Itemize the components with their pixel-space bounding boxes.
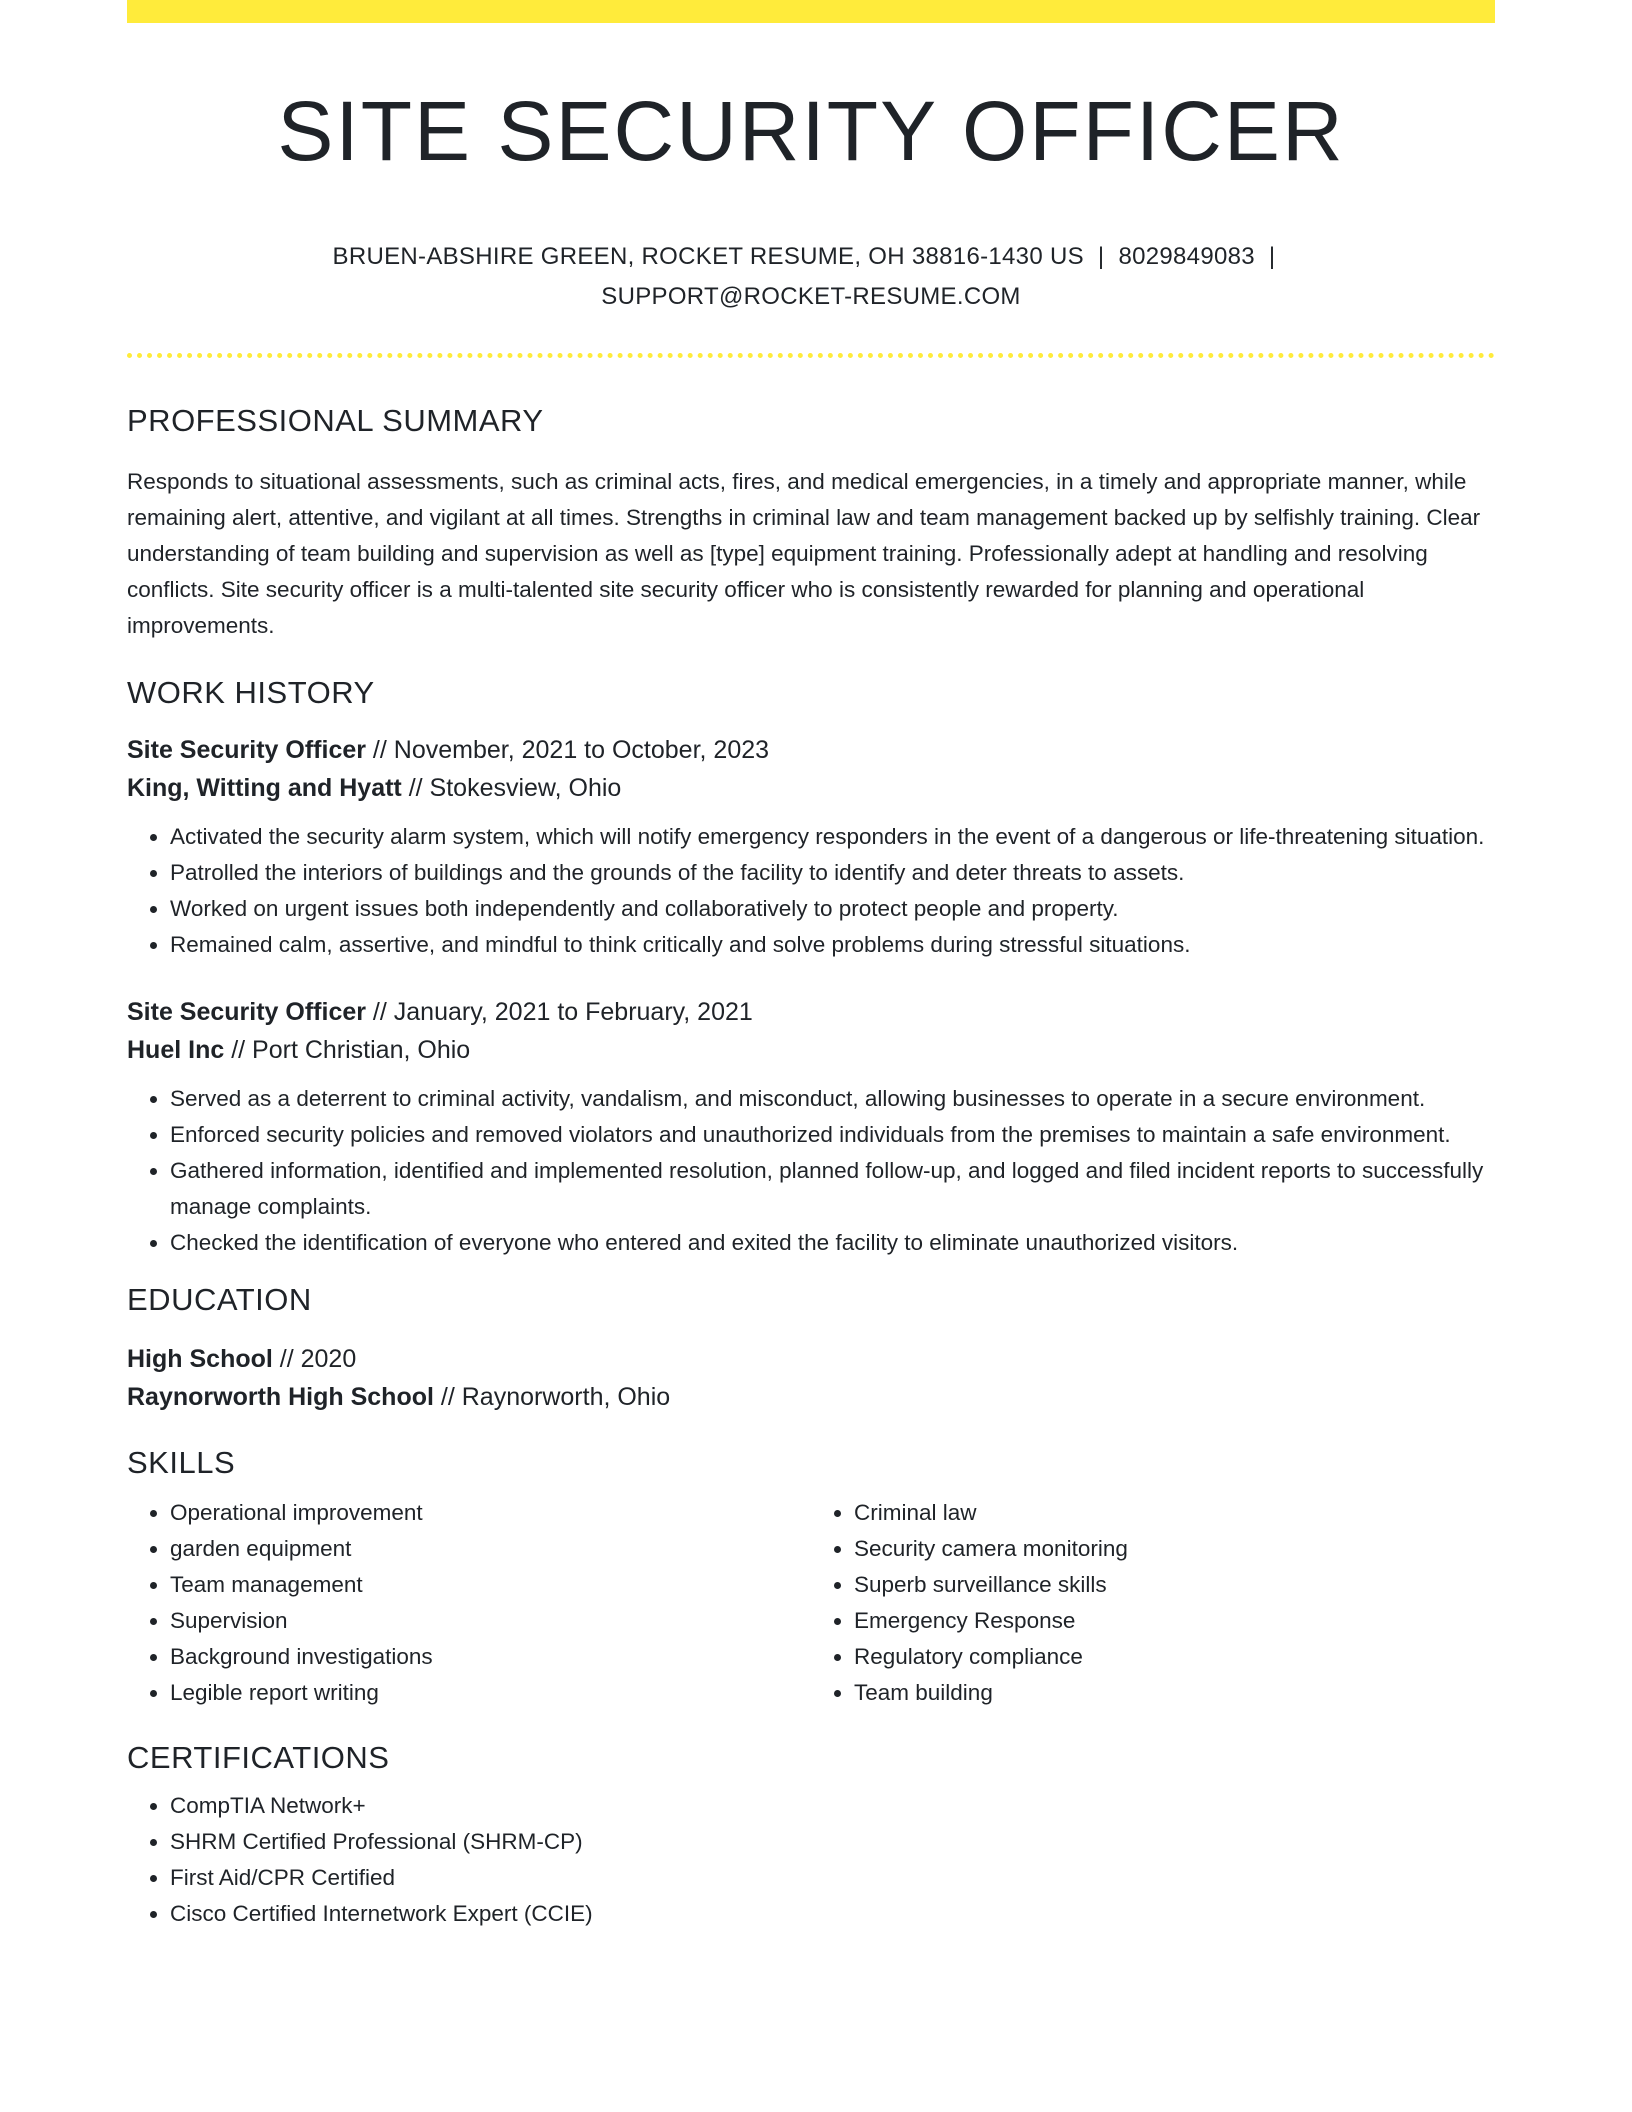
section-title-skills: SKILLS	[127, 1444, 236, 1480]
list-item: • Regulatory compliance	[854, 1639, 1495, 1675]
resume-page	[127, 0, 1495, 1932]
section-title-summary: PROFESSIONAL SUMMARY	[127, 403, 544, 439]
job-company: Huel Inc	[127, 1035, 225, 1064]
job-location: Port Christian, Ohio	[252, 1035, 471, 1064]
section-title-certifications: CERTIFICATIONS	[127, 1740, 390, 1776]
list-item: • Served as a deterrent to criminal activity, vandalism, and misconduct, allowing businesses to operate in a secure environment.	[170, 1081, 1495, 1117]
list-item: • Legible report writing	[170, 1675, 811, 1711]
list-item: • Emergency Response	[854, 1603, 1495, 1639]
list-item: • Security camera monitoring	[854, 1531, 1495, 1567]
education-entry	[127, 1340, 1495, 1416]
education-location: Raynorworth, Ohio	[461, 1382, 671, 1411]
address: BRUEN-ABSHIRE GREEN, ROCKET RESUME, OH 38816-1430 US	[332, 243, 1084, 271]
list-item: • Supervision	[170, 1603, 811, 1639]
list-item: • Background investigations	[170, 1639, 811, 1675]
field-separator: //	[272, 1344, 301, 1373]
education-degree-line	[127, 1340, 1495, 1378]
list-item: • Worked on urgent issues both independently and collaboratively to protect people and property.	[170, 891, 1495, 927]
job-role: Site Security Officer	[127, 997, 366, 1026]
job-dates: January, 2021 to February, 2021	[393, 997, 753, 1026]
list-item: • Patrolled the interiors of buildings and the grounds of the facility to identify and deter threats to assets.	[170, 855, 1495, 891]
education-degree: High School	[127, 1344, 273, 1373]
list-item: • Team management	[170, 1567, 811, 1603]
field-separator: //	[433, 1382, 462, 1411]
email: SUPPORT@ROCKET-RESUME.COM	[601, 283, 1021, 311]
field-separator: //	[365, 997, 394, 1026]
contact-info	[311, 237, 1311, 317]
job-bullets	[127, 1081, 1495, 1261]
skills-columns	[127, 1495, 1495, 1711]
field-separator: //	[401, 773, 430, 802]
list-item: • Gathered information, identified and implemented resolution, planned follow-up, and logged and filed incident reports to successfully manage complaints.	[170, 1153, 1495, 1225]
job-company-line	[127, 1031, 1495, 1069]
list-item: • Cisco Certified Internetwork Expert (CCIE)	[170, 1896, 1495, 1932]
job-location: Stokesview, Ohio	[429, 773, 622, 802]
summary-text: Responds to situational assessments, such as criminal acts, fires, and medical emergencies, in a timely and appropriate manner, while remaining alert, attentive, and vigilant at all times. Strengths in criminal law and team management backed up by selfishly training. Clear understanding of team building and supervision as well as [type] equipment training. Professionally adept at handling and resolving conflicts. Site security officer is a multi-talented site security officer who is consistently rewarded for planning and operational improvements.	[127, 468, 1481, 638]
list-item: • Operational improvement	[170, 1495, 811, 1531]
phone: 8029849083	[1118, 243, 1255, 271]
job-title-line	[127, 731, 1495, 769]
top-accent-bar	[127, 0, 1495, 23]
header-divider	[127, 353, 1495, 358]
education-school: Raynorworth High School	[127, 1382, 434, 1411]
list-item: • SHRM Certified Professional (SHRM-CP)	[170, 1824, 1495, 1860]
job-entry	[127, 731, 1495, 963]
field-separator: //	[365, 735, 394, 764]
job-role: Site Security Officer	[127, 735, 366, 764]
list-item: • garden equipment	[170, 1531, 811, 1567]
list-item: • First Aid/CPR Certified	[170, 1860, 1495, 1896]
section-title-education: EDUCATION	[127, 1281, 312, 1317]
job-company-line	[127, 769, 1495, 807]
list-item: • Activated the security alarm system, which will notify emergency responders in the event of a dangerous or life-threatening situation.	[170, 819, 1495, 855]
education-year: 2020	[300, 1344, 357, 1373]
list-item: • Team building	[854, 1675, 1495, 1711]
skills-list-left	[127, 1495, 811, 1711]
education-school-line	[127, 1378, 1495, 1416]
field-separator: //	[224, 1035, 253, 1064]
job-dates: November, 2021 to October, 2023	[393, 735, 770, 764]
list-item: • Criminal law	[854, 1495, 1495, 1531]
contact-separator: |	[1097, 243, 1105, 271]
job-bullets	[127, 819, 1495, 963]
contact-separator: |	[1268, 243, 1276, 271]
list-item: • Checked the identification of everyone who entered and exited the facility to eliminate unauthorized visitors.	[170, 1225, 1495, 1261]
job-company: King, Witting and Hyatt	[127, 773, 402, 802]
resume-name: SITE SECURITY OFFICER	[277, 84, 1345, 178]
certifications-list	[127, 1788, 1495, 1932]
job-title-line	[127, 993, 1495, 1031]
section-title-work-history: WORK HISTORY	[127, 674, 375, 710]
list-item: • Superb surveillance skills	[854, 1567, 1495, 1603]
list-item: • Enforced security policies and removed violators and unauthorized individuals from the premises to maintain a safe environment.	[170, 1117, 1495, 1153]
list-item: • CompTIA Network+	[170, 1788, 1495, 1824]
job-entry	[127, 993, 1495, 1261]
list-item: • Remained calm, assertive, and mindful to think critically and solve problems during stressful situations.	[170, 927, 1495, 963]
skills-list-right	[811, 1495, 1495, 1711]
